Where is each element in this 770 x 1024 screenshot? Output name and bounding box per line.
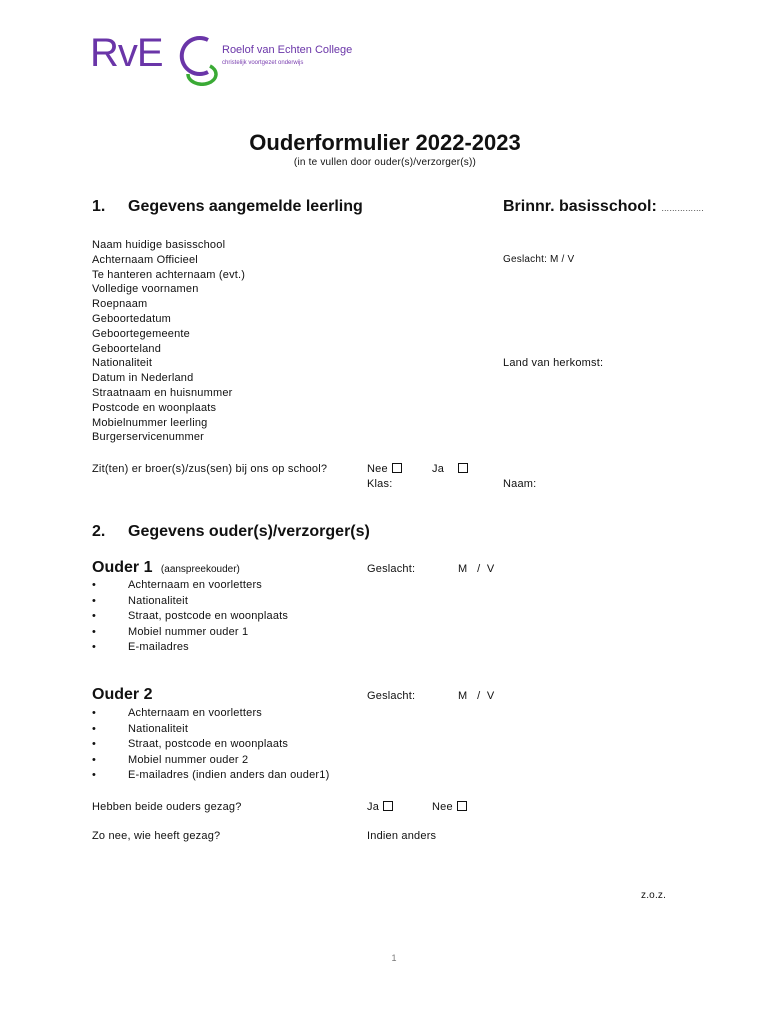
- student-field-list: [92, 238, 245, 445]
- page-title: Ouderformulier 2022-2023: [249, 130, 521, 155]
- brin-label: Brinnr. basisschool:: [503, 198, 657, 215]
- checkbox-icon[interactable]: [392, 463, 402, 473]
- field-label: Straatnaam en huisnummer: [92, 386, 233, 399]
- parent2-title: Ouder 2: [92, 686, 153, 703]
- field-label: Mobielnummer leerling: [92, 416, 208, 429]
- siblings-no-option[interactable]: [367, 463, 402, 475]
- siblings-yes-option[interactable]: [432, 463, 468, 475]
- page-subtitle: (in te vullen door ouder(s)/verzorger(s)): [293, 157, 477, 168]
- bullet-icon: •: [92, 769, 97, 781]
- parent1-note: (aanspreekouder): [160, 564, 240, 575]
- student-gender-label: Geslacht: M / V: [503, 254, 575, 265]
- parent2-gender-options[interactable]: M / V: [458, 690, 495, 702]
- brin-field: [503, 198, 704, 216]
- brin-dots[interactable]: …………….: [661, 204, 704, 213]
- yes-label: Ja: [367, 801, 380, 813]
- list-item: • E-mailadres: [92, 640, 288, 656]
- bullet-icon: •: [92, 722, 97, 735]
- field-label: Roepnaam: [92, 298, 148, 311]
- custody-if-other: Indien anders: [367, 830, 437, 842]
- field-label: Naam huidige basisschool: [92, 239, 226, 251]
- custody-who-question: Zo nee, wie heeft gezag?: [92, 830, 221, 842]
- list-item: • Mobiel nummer ouder 2: [92, 753, 329, 769]
- list-item: • Achternaam en voorletters: [92, 706, 329, 722]
- field-label: Geboortegemeente: [92, 327, 190, 340]
- custody-yes-option[interactable]: [367, 801, 393, 813]
- bullet-icon: •: [92, 594, 97, 607]
- field-label: Volledige voornamen: [92, 283, 199, 296]
- page-number: 1: [391, 953, 397, 963]
- section2-number: 2.: [92, 523, 106, 540]
- custody-no-option[interactable]: [432, 801, 467, 813]
- section2-heading: Gegevens ouder(s)/verzorger(s): [128, 523, 370, 540]
- checkbox-icon[interactable]: [458, 463, 468, 473]
- class-label: Klas:: [367, 478, 393, 490]
- list-item: • Mobiel nummer ouder 1: [92, 625, 288, 641]
- siblings-question: Zit(ten) er broer(s)/zus(sen) bij ons op school?: [92, 463, 328, 475]
- checkbox-icon[interactable]: [457, 801, 467, 811]
- field-label: Datum in Nederland: [92, 372, 194, 385]
- school-name: Roelof van Echten College: [222, 44, 353, 56]
- parent2-list: [92, 706, 329, 784]
- bullet-icon: •: [92, 579, 97, 591]
- zoz-note: z.o.z.: [641, 890, 667, 901]
- parent1-list: [92, 578, 288, 656]
- field-label: Burgerservicenummer: [92, 431, 205, 444]
- bullet-icon: •: [92, 707, 97, 719]
- list-item: • Achternaam en voorletters: [92, 578, 288, 594]
- list-item: • Nationaliteit: [92, 594, 288, 610]
- list-item: • Straat, postcode en woonplaats: [92, 609, 288, 625]
- bullet-icon: •: [92, 738, 97, 750]
- list-item: • Straat, postcode en woonplaats: [92, 737, 329, 753]
- checkbox-icon[interactable]: [383, 801, 393, 811]
- list-item: • Nationaliteit: [92, 722, 329, 738]
- yes-label: Ja: [432, 463, 445, 475]
- parent1-title-row: [92, 559, 240, 577]
- parent1-gender-options[interactable]: M / V: [458, 563, 495, 575]
- no-label: Nee: [367, 463, 388, 475]
- sibling-name-label: Naam:: [503, 478, 537, 490]
- field-label: Postcode en woonplaats: [92, 401, 217, 414]
- section1-number: 1.: [92, 198, 106, 215]
- section1-heading: Gegevens aangemelde leerling: [128, 198, 363, 215]
- parent2-gender-label: Geslacht:: [367, 690, 416, 702]
- parent1-title: Ouder 1: [92, 559, 153, 576]
- field-label: Te hanteren achternaam (evt.): [92, 268, 246, 281]
- origin-label: Land van herkomst:: [503, 357, 604, 369]
- svg-text:RvE: RvE: [90, 31, 163, 75]
- bullet-icon: •: [92, 753, 97, 766]
- field-label: Achternaam Officieel: [92, 253, 198, 266]
- custody-question: Hebben beide ouders gezag?: [92, 801, 242, 813]
- school-tagline: christelijk voortgezet onderwijs: [222, 60, 304, 66]
- field-label: Geboorteland: [92, 342, 162, 355]
- field-label: Nationaliteit: [92, 357, 153, 370]
- school-logo: [90, 30, 353, 86]
- parent1-gender-label: Geslacht:: [367, 563, 416, 575]
- rvec-logo-mark: [90, 30, 220, 86]
- list-item: • E-mailadres (indien anders dan ouder1): [92, 768, 329, 784]
- bullet-icon: •: [92, 610, 97, 622]
- field-label: Geboortedatum: [92, 312, 172, 325]
- bullet-icon: •: [92, 641, 97, 653]
- no-label: Nee: [432, 801, 453, 813]
- bullet-icon: •: [92, 625, 97, 638]
